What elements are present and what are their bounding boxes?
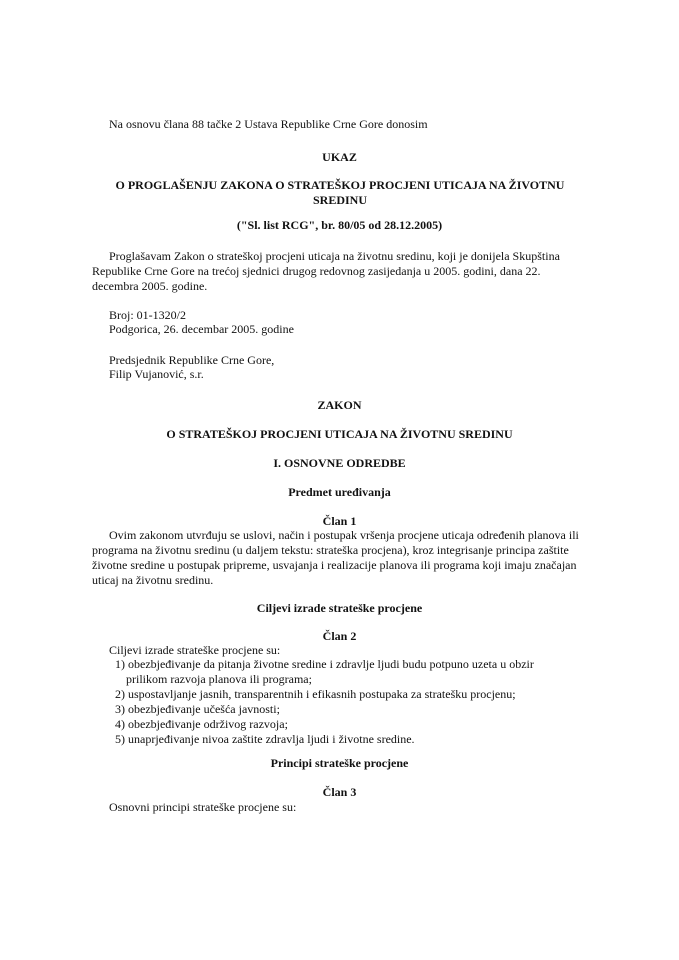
article3-lead: Osnovni principi strateške procjene su: [109,800,297,814]
list-item: 4) obezbjeđivanje održivog razvoja; [115,717,288,731]
article1-number: Član 1 [322,514,357,528]
section2-heading: Ciljevi izrade strateške procjene [256,601,423,615]
section3-heading: Principi strateške procjene [270,756,409,770]
article2-list [109,657,549,747]
section1-heading: Predmet uređivanja [288,485,391,499]
part-title: I. OSNOVNE ODREDBE [273,456,406,470]
ukaz-title: UKAZ [322,150,357,164]
article2-number: Član 2 [322,629,357,643]
law-subtitle: O STRATEŠKOJ PROCJENI UTICAJA NA ŽIVOTNU SREDINU [166,427,513,441]
intro-text: Na osnovu člana 88 tačke 2 Ustava Republike Crne Gore donosim [109,117,428,131]
article2-lead: Ciljevi izrade strateške procjene su: [109,643,281,657]
law-title: ZAKON [317,398,362,412]
president-name: Filip Vujanović, s.r. [109,367,204,381]
document-number: Broj: 01-1320/2 [109,308,186,322]
article3-number: Član 3 [322,785,357,799]
president-title: Predsjednik Republike Crne Gore, [109,353,275,367]
list-item: 1) obezbjeđivanje da pitanja životne sredine i zdravlje ljudi budu potpuno uzeta u obzir prilikom razvoja planova ili programa; [115,657,534,686]
gazette-reference: ("Sl. list RCG", br. 80/05 od 28.12.2005) [236,218,443,232]
list-item: 2) uspostavljanje jasnih, transparentnih i efikasnih postupaka za stratešku procjenu; [115,687,516,701]
place-date: Podgorica, 26. decembar 2005. godine [109,322,294,336]
article1-text: Ovim zakonom utvrđuju se uslovi, način i postupak vršenja procjene uticaja određenih planova ili programa na životnu sredinu (u daljem tekstu: strateška procjena), kroz integrisanje principa zaštite životne sredine u postupak pripreme, usvajanja i realizacije planova ili programa koji imaju značajan uticaj na životnu sredinu. [92,528,579,587]
list-item: 3) obezbjeđivanje učešća javnosti; [115,702,280,716]
ukaz-subtitle: O PROGLAŠENJU ZAKONA O STRATEŠKOJ PROCJENI UTICAJA NA ŽIVOTNU SREDINU [115,178,565,207]
proclamation-text: Proglašavam Zakon o strateškoj procjeni uticaja na životnu sredinu, koji je donijela Skupština Republike Crne Gore na trećoj sjednici drugog redovnog zasijedanja u 2005. godini, dana 22. decembra 2005. godine. [92,249,560,293]
list-item: 5) unaprjeđivanje nivoa zaštite zdravlja ljudi i životne sredine. [115,732,415,746]
